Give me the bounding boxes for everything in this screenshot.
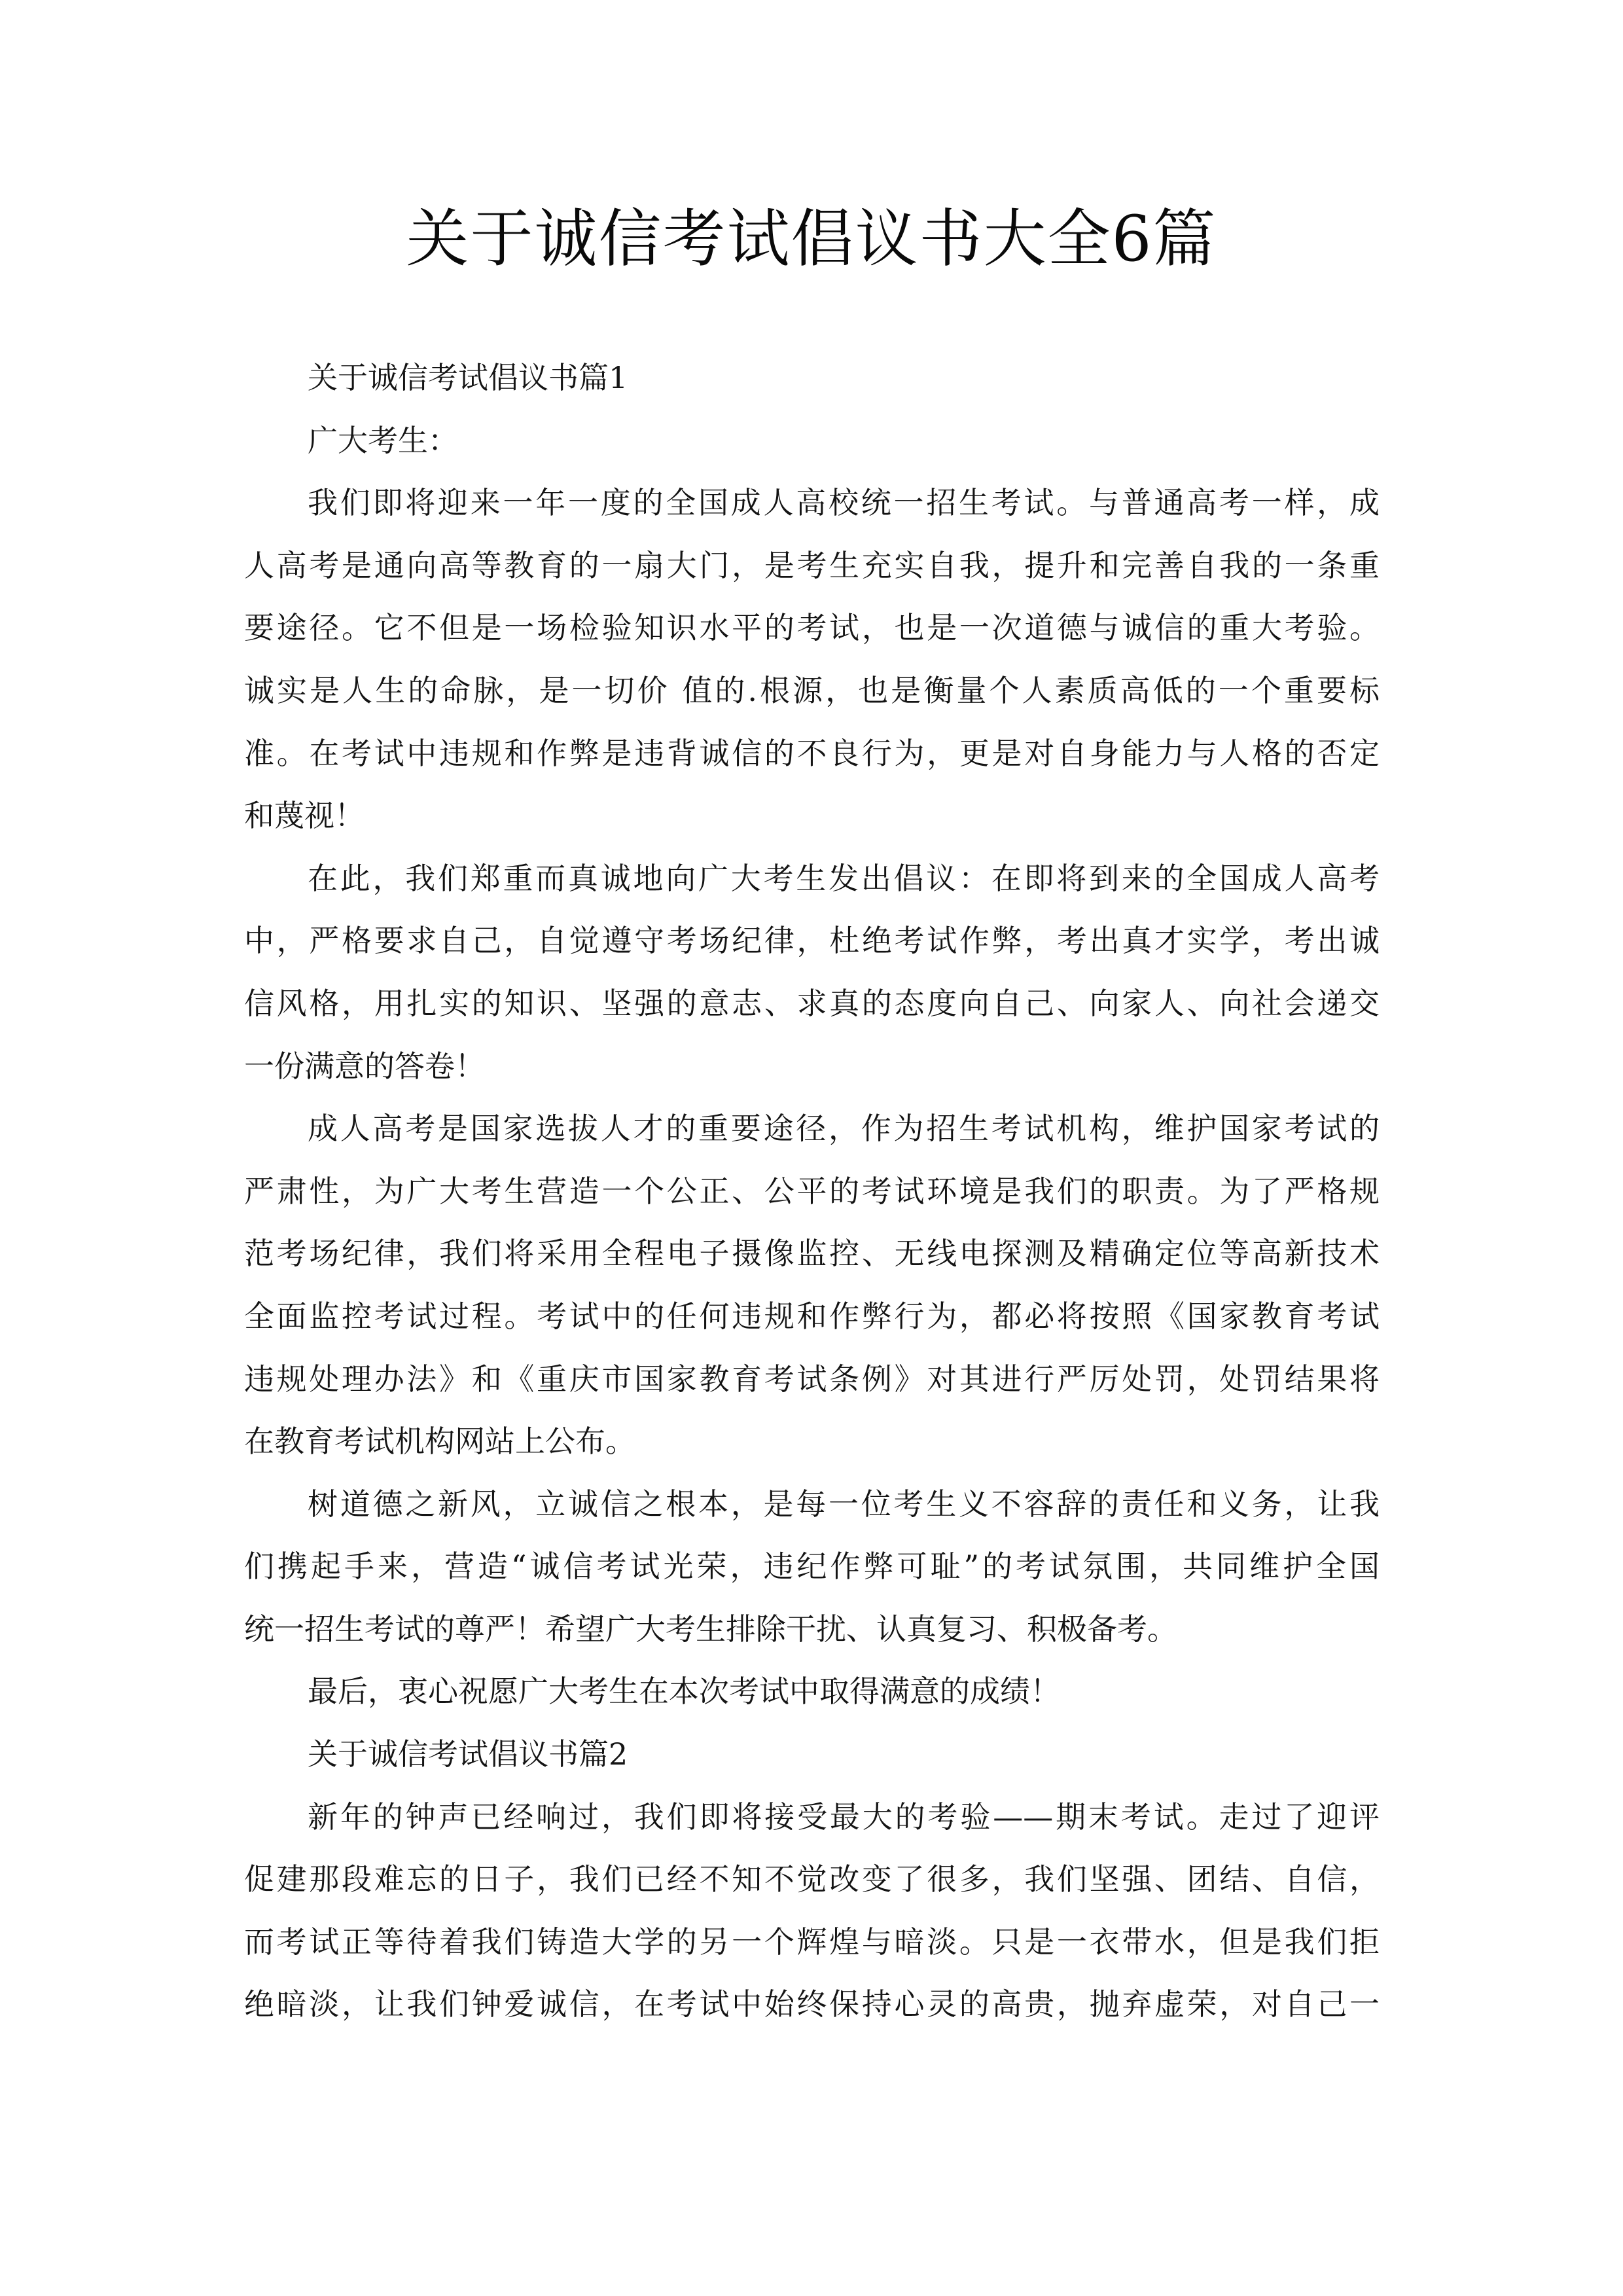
paragraph-line: 严肃性，为广大考生营造一个公正、公平的考试环境是我们的职责。为了严格规 [244, 1173, 1380, 1209]
salutation: 广大考生： [308, 422, 458, 458]
paragraph-line: 和蔑视！ [244, 798, 365, 834]
paragraph-line: 要途径。它不但是一场检验知识水平的考试，也是一次道德与诚信的重大考验。 [244, 610, 1380, 646]
paragraph-line: 最后，衷心祝愿广大考生在本次考试中取得满意的成绩！ [308, 1674, 1060, 1710]
paragraph-line: 绝暗淡，让我们钟爱诚信，在考试中始终保持心灵的高贵，抛弃虚荣，对自己一 [244, 1986, 1380, 2022]
paragraph-line: 树道德之新风，立诚信之根本，是每一位考生义不容辞的责任和义务，让我 [308, 1486, 1380, 1522]
paragraph-line: 中，严格要求自己，自觉遵守考场纪律，杜绝考试作弊，考出真才实学，考出诚 [244, 923, 1380, 959]
paragraph-line: 而考试正等待着我们铸造大学的另一个辉煌与暗淡。只是一衣带水，但是我们拒 [244, 1924, 1380, 1960]
paragraph-line: 诚实是人生的命脉，是一切价 值的.根源，也是衡量个人素质高低的一个重要标 [244, 672, 1380, 708]
paragraph-line: 一份满意的答卷！ [244, 1048, 485, 1084]
paragraph-line: 全面监控考试过程。考试中的任何违规和作弊行为，都必将按照《国家教育考试 [244, 1298, 1380, 1334]
paragraph-line: 信风格，用扎实的知识、坚强的意志、求真的态度向自己、向家人、向社会递交 [244, 985, 1380, 1021]
paragraph-line: 准。在考试中违规和作弊是违背诚信的不良行为，更是对自身能力与人格的否定 [244, 735, 1380, 771]
section-heading: 关于诚信考试倡议书篇1 [308, 360, 628, 395]
section-heading: 关于诚信考试倡议书篇2 [308, 1736, 628, 1772]
paragraph-line: 新年的钟声已经响过，我们即将接受最大的考验——期末考试。走过了迎评 [308, 1799, 1380, 1835]
paragraph-line: 我们即将迎来一年一度的全国成人高校统一招生考试。与普通高考一样，成 [308, 485, 1380, 521]
paragraph-line: 人高考是通向高等教育的一扇大门，是考生充实自我，提升和完善自我的一条重 [244, 547, 1380, 583]
paragraph-line: 们携起手来，营造“诚信考试光荣，违纪作弊可耻”的考试氛围，共同维护全国 [244, 1549, 1380, 1585]
paragraph-line: 在教育考试机构网站上公布。 [244, 1424, 635, 1460]
paragraph-line: 在此，我们郑重而真诚地向广大考生发出倡议：在即将到来的全国成人高考 [308, 860, 1380, 896]
paragraph-line: 促建那段难忘的日子，我们已经不知不觉改变了很多，我们坚强、团结、自信， [244, 1861, 1380, 1897]
paragraph-line: 违规处理办法》和《重庆市国家教育考试条例》对其进行严厉处罚，处罚结果将 [244, 1361, 1380, 1397]
document-title: 关于诚信考试倡议书大全6篇 [406, 202, 1217, 276]
paragraph-line: 统一招生考试的尊严！希望广大考生排除干扰、认真复习、积极备考。 [244, 1611, 1177, 1647]
paragraph-line: 成人高考是国家选拔人才的重要途径，作为招生考试机构，维护国家考试的 [308, 1111, 1380, 1147]
document-body [244, 347, 1380, 2036]
paragraph-line: 范考场纪律，我们将采用全程电子摄像监控、无线电探测及精确定位等高新技术 [244, 1236, 1380, 1272]
